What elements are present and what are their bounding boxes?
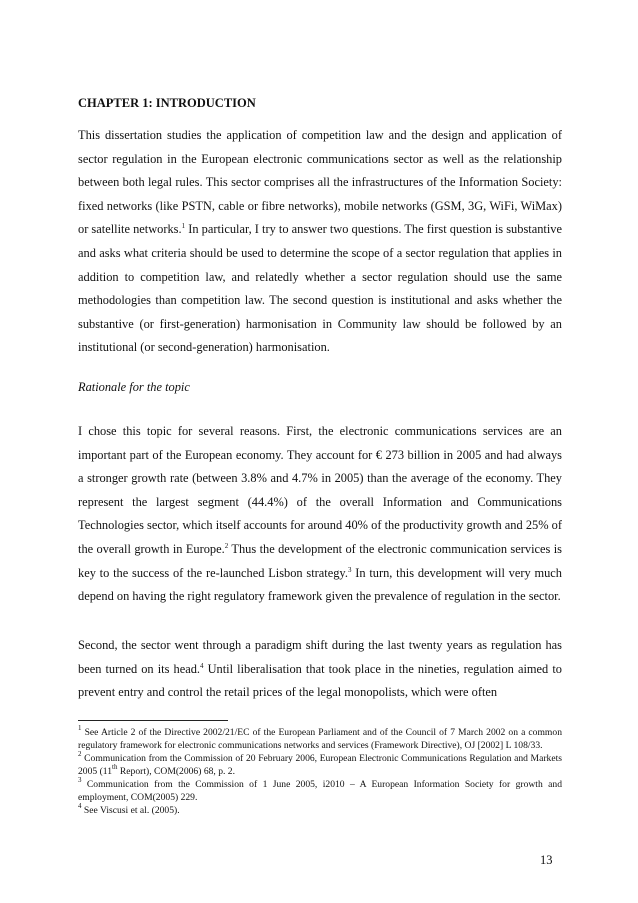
footnote-ref-3[interactable]: 3 (347, 565, 352, 574)
second-reason-text-a: Second, the sector went through a paradigm shift during the last twenty years as regulation has been turned on its head. (78, 638, 562, 676)
footnote-2 (78, 752, 562, 778)
rationale-subheading: Rationale for the topic (78, 380, 190, 394)
second-reason-text-b: Until liberalisation that took place in the nineties, regulation aimed to prevent entry and control the retail prices of the legal monopolists, which were often (78, 661, 562, 700)
footnote-2-text-b: Report), COM(2006) 68, p. 2. (117, 766, 235, 777)
intro-text-b: In particular, I try to answer two questions. The first question is substantive and asks what criteria should be used to determine the scope of a sector regulation that applies in addition to competition law, and relatedly whether a sector regulation should use the same methodologies than competition law. The second question is institutional and asks whether the substantive (or first-generation) harmonisation in Community law should be followed by an institutional (or second-generation) harmonisation. (78, 222, 562, 355)
footnote-4 (78, 804, 562, 817)
intro-text-a: This dissertation studies the application of competition law and the design and application of sector regulation in the European electronic communications sector as well as the relationship between both legal rules. This sector comprises all the infrastructures of the Information Society: fixed networks (like PSTN, cable or fibre networks), mobile networks (GSM, 3G, WiFi, WiMax) or satellite networks. (78, 128, 562, 237)
page-number: 13 (540, 853, 553, 867)
footnote-ref-2[interactable]: 2 (224, 541, 229, 550)
footnotes (78, 726, 562, 817)
footnote-1-number: 1 (78, 724, 82, 732)
intro-paragraph (78, 124, 562, 360)
rationale-text-a: I chose this topic for several reasons. First, the electronic communications services are an important part of the European economy. They account for € 273 billion in 2005 and had always a stronger growth rate (between 3.8% and 4.7% in 2005) than the average of the economy. They represent the largest segment (44.4%) of the overall Information and Communications Technologies sector, which itself accounts for around 40% of the productivity growth and 25% of the overall growth in Europe. (78, 424, 562, 556)
rationale-text-c: In turn, this development will very much depend on having the right regulatory framework given the prevalence of regulation in the sector. (78, 565, 562, 604)
footnote-2-number: 2 (78, 750, 82, 758)
footnote-3-text: Communication from the Commission of 1 June 2005, i2010 – A European Information Society for growth and employment, COM(2005) 229. (78, 779, 562, 803)
footnote-3-number: 3 (78, 776, 82, 784)
footnote-3 (78, 778, 562, 804)
second-reason-paragraph (78, 634, 562, 705)
footnote-divider (78, 720, 228, 721)
footnote-4-number: 4 (78, 802, 82, 810)
footnote-ref-1[interactable]: 1 (181, 222, 186, 231)
footnote-2-text-a: Communication from the Commission of 20 February 2006, European Electronic Communications Regulation and Markets 2005 (11 (78, 753, 562, 777)
footnote-4-text: See Viscusi et al. (2005). (81, 805, 180, 816)
footnote-ref-4[interactable]: 4 (200, 661, 204, 670)
chapter-heading: CHAPTER 1: INTRODUCTION (78, 96, 256, 110)
rationale-paragraph (78, 420, 562, 609)
footnote-2-ordinal: th (112, 763, 118, 771)
footnote-1-text: See Article 2 of the Directive 2002/21/EC of the European Parliament and of the Council of 7 March 2002 on a common regulatory framework for electronic communications networks and services (Framework Directive), OJ [2002] L 108/33. (78, 727, 562, 751)
rationale-text-b: Thus the development of the electronic communication services is key to the success of the re-launched Lisbon strategy. (78, 541, 562, 580)
footnote-1 (78, 726, 562, 752)
